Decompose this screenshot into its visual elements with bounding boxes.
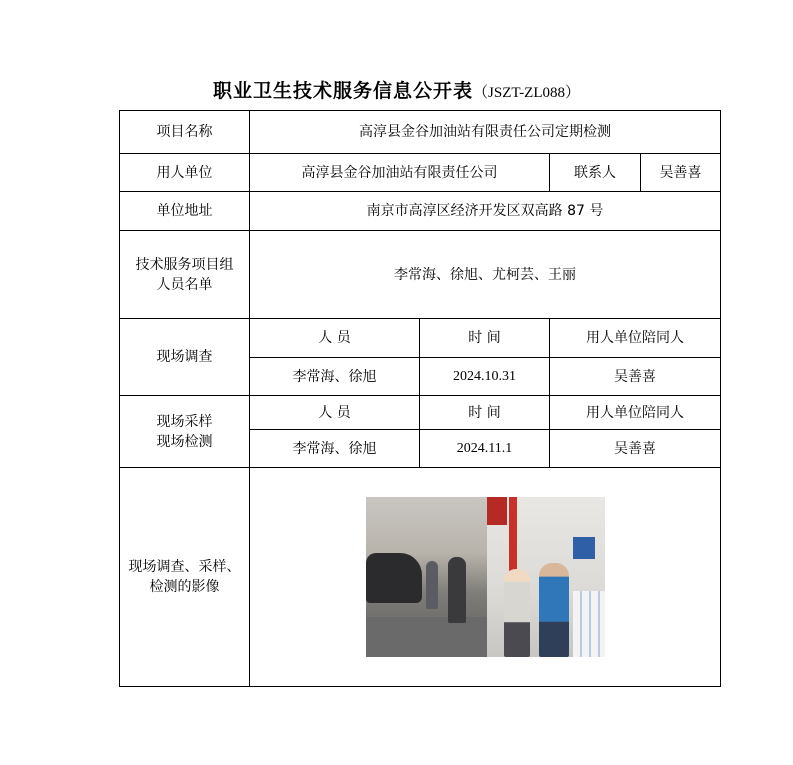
sampling-label: 现场采样现场检测 [120,396,250,468]
survey-people: 李常海、徐旭 [250,358,420,396]
survey-header-escort: 用人单位陪同人 [550,319,721,358]
contact-value: 吴善喜 [641,154,721,192]
address-value: 南京市高淳区经济开发区双高路 87 号 [250,192,721,231]
survey-escort: 吴善喜 [550,358,721,396]
title-main: 职业卫生技术服务信息公开表 [213,80,474,102]
info-table [119,110,721,687]
survey-label: 现场调查 [120,319,250,396]
ground-shape [366,617,487,657]
sampling-header-people: 人 员 [250,396,420,430]
escort-shape [539,563,569,657]
sampling-header-escort: 用人单位陪同人 [550,396,721,430]
inspectors-photo [487,497,605,657]
bottles-shape [573,591,605,657]
worker-shape [448,557,466,623]
team-label: 技术服务项目组人员名单 [120,231,250,319]
page-title [0,76,793,103]
survey-date: 2024.10.31 [420,358,550,396]
inspector-shape [504,569,530,657]
car-shape [366,553,422,603]
survey-header-time: 时 间 [420,319,550,358]
employer-label: 用人单位 [120,154,250,192]
images-cell [250,468,721,687]
red-sign-shape [487,497,507,525]
sampling-escort: 吴善喜 [550,430,721,468]
employer-value: 高淳县金谷加油站有限责任公司 [250,154,550,192]
blue-board-shape [573,537,595,559]
survey-header-people: 人 员 [250,319,420,358]
project-label: 项目名称 [120,111,250,154]
project-value: 高淳县金谷加油站有限责任公司定期检测 [250,111,721,154]
sampling-date: 2024.11.1 [420,430,550,468]
team-value: 李常海、徐旭、尤柯芸、王丽 [250,231,721,319]
site-photos [254,497,716,657]
fuel-station-photo [366,497,487,657]
sampling-people: 李常海、徐旭 [250,430,420,468]
images-label: 现场调查、采样、检测的影像 [120,468,250,687]
title-code: （JSZT-ZL088） [473,85,580,101]
sampling-header-time: 时 间 [420,396,550,430]
address-label: 单位地址 [120,192,250,231]
contact-label: 联系人 [550,154,641,192]
worker-shape [426,561,438,609]
